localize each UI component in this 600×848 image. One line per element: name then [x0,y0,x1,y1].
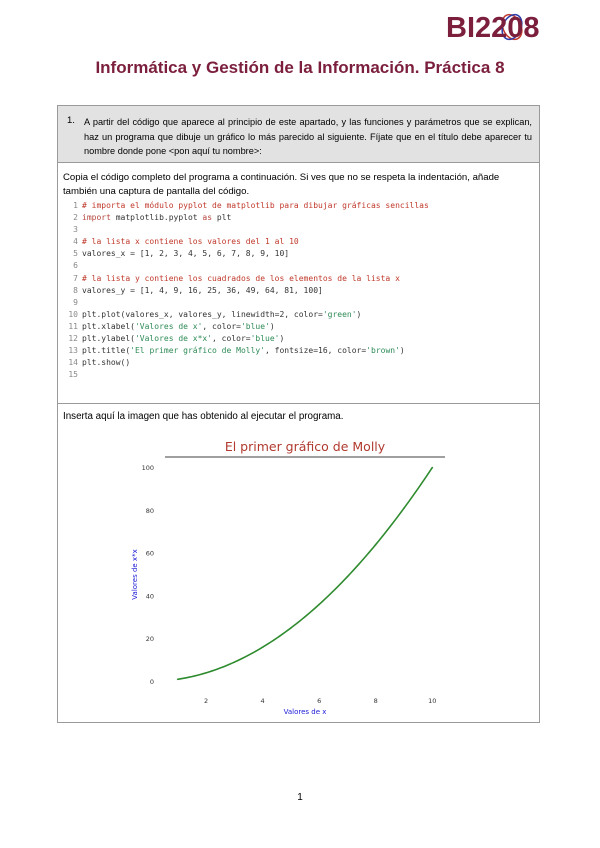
data-point [347,576,349,578]
image-instructions: Inserta aquí la imagen que has obtenido al ejecutar el programa. [63,411,344,422]
data-point [262,646,264,648]
code-line [64,273,535,285]
code-line [64,321,535,333]
code-line-number: 10 [68,309,78,319]
code-line-number: 2 [73,213,78,223]
x-tick-label: 8 [373,697,378,705]
code-line [64,212,535,224]
code-line [64,345,535,357]
code-line [64,224,535,236]
data-point [290,627,292,629]
code-line-text: valores_x = [1, 2, 3, 4, 5, 6, 7, 8, 9, 10] [82,249,290,259]
code-line-number: 9 [73,297,78,307]
y-tick-label: 100 [141,464,154,473]
code-answer-box [57,163,540,404]
data-point [431,467,433,469]
code-line-number: 4 [73,237,78,247]
bi2208-logo [444,6,544,46]
code-line-number: 3 [73,225,78,235]
line-chart [58,432,539,722]
code-line-text: # la lista y contiene los cuadrados de los elementos de la lista x [82,273,400,283]
series-line [178,468,433,680]
code-block [64,200,535,381]
data-point [233,661,235,663]
code-line-text: plt.plot(valores_x, valores_y, linewidth=2, color='green') [82,309,362,319]
code-line [64,333,535,345]
svg-text:BI2208: BI2208 [446,12,540,44]
code-instructions: Copia el código completo del programa a continuación. Si ves que no se respeta la indentación, añade también una captura de pantalla del código. [63,172,500,197]
page-number: 1 [297,792,303,803]
x-tick-label: 2 [203,697,209,705]
data-point [403,507,405,509]
page-title: Informática y Gestión de la Información. Práctica 8 [95,58,505,77]
chart-title: El primer gráfico de Molly [224,439,386,454]
image-answer-box [57,403,540,723]
code-line-text: plt.title('El primer gráfico de Molly', fontsize=16, color='brown') [82,346,405,356]
y-tick-label: 80 [145,506,154,515]
code-line-number: 5 [73,249,78,259]
data-point [375,544,377,546]
code-line-text: plt.show() [82,358,131,368]
code-line-number: 15 [68,370,78,380]
code-line [64,297,535,309]
code-line [64,357,535,369]
code-line-number: 11 [68,321,78,331]
code-line-text: # importa el módulo pyplot de matplotlib para dibujar gráficas sencillas [82,201,429,210]
code-line-text: plt.xlabel('Valores de x', color='blue') [82,321,275,331]
code-line-number: 13 [68,346,78,356]
code-line-text: valores_y = [1, 4, 9, 16, 25, 36, 49, 64, 81, 100] [82,285,323,295]
code-line [64,309,535,321]
code-line-text: import matplotlib.pyplot as plt [82,213,232,223]
code-line-number: 7 [73,273,78,283]
y-tick-label: 40 [145,592,154,601]
code-line-number: 8 [73,285,78,295]
data-point [205,672,207,674]
question-box [57,105,540,163]
question-number: 1. [67,115,75,126]
code-line [64,260,535,272]
code-line-number: 6 [73,261,78,271]
code-line-number: 12 [68,334,78,344]
x-tick-label: 4 [260,697,265,705]
code-line-text: # la lista x contiene los valores del 1 al 10 [82,237,299,247]
data-point [177,678,179,680]
data-point [318,604,320,606]
y-tick-label: 0 [149,677,154,686]
code-line [64,285,535,297]
y-axis-label: Valores de x*x [131,549,139,600]
x-tick-label: 10 [428,697,437,705]
x-tick-label: 6 [317,697,322,705]
y-tick-label: 20 [145,635,154,644]
code-line [64,369,535,381]
y-tick-label: 60 [145,549,154,558]
code-line-number: 1 [73,201,78,210]
code-line-text: plt.ylabel('Valores de x*x', color='blue') [82,334,285,344]
code-line [64,236,535,248]
code-line-number: 14 [68,358,78,368]
code-line [64,200,535,212]
x-axis-label: Valores de x [283,708,327,716]
code-line [64,248,535,260]
question-text: A partir del código que aparece al principio de este apartado, y las funciones y parámetros que se explican, haz un programa que dibuje un gráfico lo más parecido al siguiente. Fíjate que en el título debe aparecer tu nombre donde pone <pon aquí tu nombre>: [84,117,532,156]
